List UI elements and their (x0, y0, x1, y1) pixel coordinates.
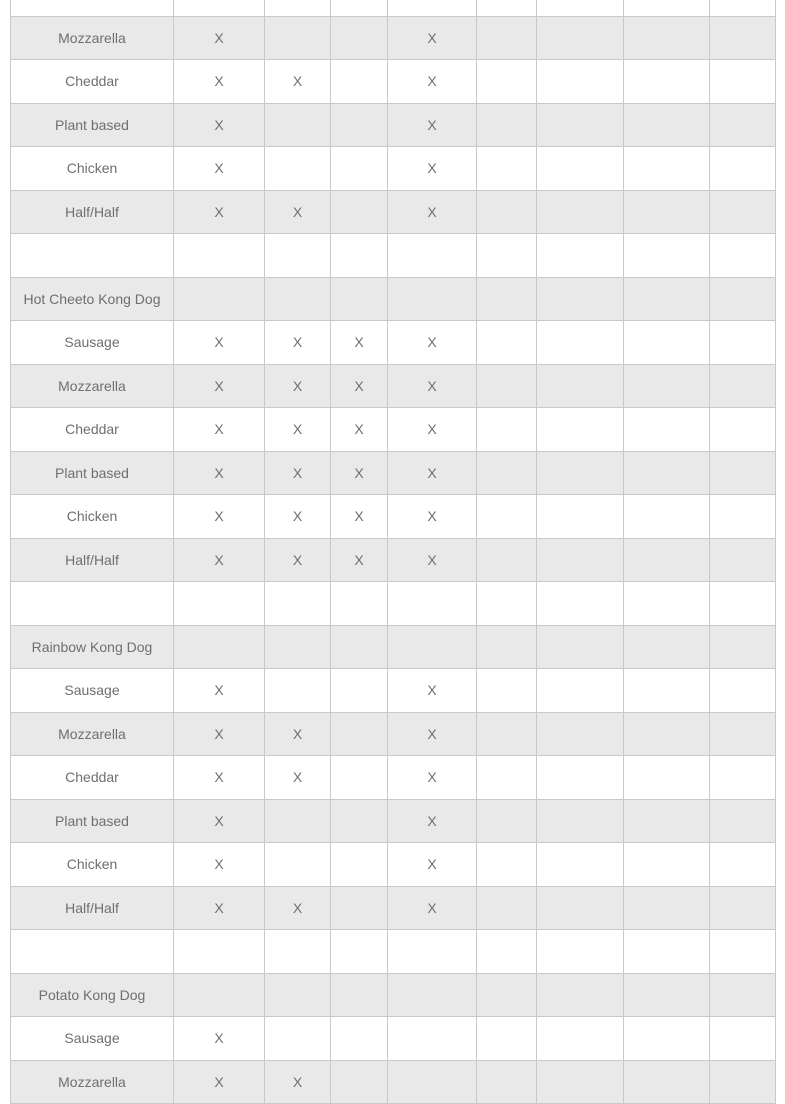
table-row (11, 669, 776, 713)
table-cell (537, 147, 624, 191)
table-cell: X (174, 843, 265, 887)
table-cell: X (265, 538, 331, 582)
table-cell (477, 973, 537, 1017)
table-cell: X (265, 1060, 331, 1104)
table-cell: X (174, 408, 265, 452)
table-row (11, 712, 776, 756)
table-cell: X (174, 495, 265, 539)
table-row (11, 364, 776, 408)
table-cell: X (174, 756, 265, 800)
table-cell: X (174, 103, 265, 147)
table-cell (537, 973, 624, 1017)
table-cell (624, 451, 710, 495)
table-row (11, 756, 776, 800)
table-cell: X (388, 364, 477, 408)
table-row (11, 495, 776, 539)
table-cell (624, 103, 710, 147)
table-row (11, 60, 776, 104)
row-label: Hot Cheeto Kong Dog (11, 277, 174, 321)
table-cell: X (174, 799, 265, 843)
table-cell (537, 451, 624, 495)
table-cell (174, 234, 265, 278)
table-cell: X (174, 147, 265, 191)
table-cell: X (174, 538, 265, 582)
table-cell: X (174, 886, 265, 930)
row-label: Mozzarella (11, 16, 174, 60)
table-cell: X (388, 16, 477, 60)
table-cell (265, 843, 331, 887)
table-cell (265, 582, 331, 626)
table-cell (265, 103, 331, 147)
table-row (11, 147, 776, 191)
table-cell (624, 582, 710, 626)
table-cell: X (388, 799, 477, 843)
row-label: Plant based (11, 451, 174, 495)
table-row (11, 1017, 776, 1061)
table-cell (331, 973, 388, 1017)
table-cell (710, 16, 776, 60)
table-cell (477, 930, 537, 974)
table-cell (537, 1017, 624, 1061)
table-cell (477, 16, 537, 60)
table-cell (710, 538, 776, 582)
table-cell (331, 843, 388, 887)
table-cell: X (388, 495, 477, 539)
table-cell (265, 234, 331, 278)
table-cell (537, 843, 624, 887)
table-cell (477, 321, 537, 365)
table-cell (477, 538, 537, 582)
table-cell (710, 973, 776, 1017)
table-cell (710, 234, 776, 278)
table-row (11, 234, 776, 278)
table-cell (331, 930, 388, 974)
table-cell: X (174, 712, 265, 756)
table-cell (710, 625, 776, 669)
table-cell (265, 930, 331, 974)
table-cell (331, 1017, 388, 1061)
table-cell (537, 712, 624, 756)
table-cell: X (265, 495, 331, 539)
table-cell: X (388, 712, 477, 756)
table-cell (710, 147, 776, 191)
table-row (11, 277, 776, 321)
table-cell (265, 277, 331, 321)
table-row (11, 843, 776, 887)
table-cell (331, 0, 388, 16)
table-row (11, 408, 776, 452)
table-row (11, 973, 776, 1017)
table-cell (624, 712, 710, 756)
table-cell (331, 1060, 388, 1104)
row-label: Plant based (11, 103, 174, 147)
table-cell (331, 277, 388, 321)
row-label: Rainbow Kong Dog (11, 625, 174, 669)
table-cell (710, 190, 776, 234)
table-cell (624, 60, 710, 104)
table-cell (624, 147, 710, 191)
table-cell (331, 103, 388, 147)
table-cell: X (174, 669, 265, 713)
table-row (11, 451, 776, 495)
table-cell (174, 582, 265, 626)
table-cell (388, 1017, 477, 1061)
table-cell (477, 625, 537, 669)
table-cell (710, 1017, 776, 1061)
table-cell (388, 582, 477, 626)
table-cell: X (331, 364, 388, 408)
table-cell (710, 886, 776, 930)
table-cell (710, 930, 776, 974)
table-cell (174, 930, 265, 974)
table-cell: X (265, 712, 331, 756)
table-cell (710, 408, 776, 452)
table-cell: X (388, 60, 477, 104)
table-cell (265, 625, 331, 669)
table-cell: X (265, 364, 331, 408)
table-cell: X (388, 886, 477, 930)
table-cell: X (388, 669, 477, 713)
table-cell (477, 277, 537, 321)
table-cell (537, 669, 624, 713)
table-cell (624, 190, 710, 234)
table-cell (710, 756, 776, 800)
table-cell: X (388, 190, 477, 234)
table-row (11, 321, 776, 365)
table-cell (624, 669, 710, 713)
table-cell: X (174, 60, 265, 104)
table-cell (477, 495, 537, 539)
table-cell (624, 930, 710, 974)
table-cell (265, 669, 331, 713)
table-row (11, 190, 776, 234)
table-cell (537, 1060, 624, 1104)
row-label: Chicken (11, 147, 174, 191)
table-cell (477, 103, 537, 147)
table-cell (624, 756, 710, 800)
row-label: Half/Half (11, 886, 174, 930)
table-cell (537, 495, 624, 539)
table-cell (388, 0, 477, 16)
table-cell (537, 190, 624, 234)
table-cell: X (331, 495, 388, 539)
table-cell (265, 147, 331, 191)
table-cell (537, 0, 624, 16)
table-cell (477, 408, 537, 452)
table-cell (477, 60, 537, 104)
table-cell (624, 799, 710, 843)
table-row (11, 799, 776, 843)
table-cell (477, 886, 537, 930)
table-cell (174, 973, 265, 1017)
table-cell (537, 930, 624, 974)
table-cell (388, 973, 477, 1017)
table-cell: X (265, 756, 331, 800)
table-cell (537, 799, 624, 843)
table-cell (331, 190, 388, 234)
table-cell (477, 843, 537, 887)
table-cell (537, 16, 624, 60)
row-label: Sausage (11, 669, 174, 713)
table-cell (710, 321, 776, 365)
table-cell (537, 538, 624, 582)
table-cell (624, 277, 710, 321)
table-cell: X (265, 408, 331, 452)
table-cell (174, 0, 265, 16)
table-cell (174, 625, 265, 669)
table-cell (477, 190, 537, 234)
table-cell: X (265, 321, 331, 365)
table-cell (265, 0, 331, 16)
table-cell (331, 756, 388, 800)
table-cell (331, 234, 388, 278)
table-cell (331, 582, 388, 626)
table-cell: X (388, 538, 477, 582)
table-cell (624, 364, 710, 408)
row-label: Plant based (11, 799, 174, 843)
table-cell: X (388, 321, 477, 365)
table-cell: X (388, 103, 477, 147)
row-label: Sausage (11, 321, 174, 365)
table-cell: X (174, 451, 265, 495)
table-row (11, 582, 776, 626)
row-label: Half/Half (11, 190, 174, 234)
table-row (11, 16, 776, 60)
table-cell (537, 364, 624, 408)
table-row (11, 1060, 776, 1104)
table-row (11, 103, 776, 147)
table-cell (537, 277, 624, 321)
table-cell (537, 756, 624, 800)
table-cell (477, 147, 537, 191)
table-cell: X (331, 408, 388, 452)
row-label: Cheddar (11, 408, 174, 452)
row-label (11, 234, 174, 278)
table-cell: X (265, 886, 331, 930)
table-cell: X (174, 190, 265, 234)
table-cell (477, 1060, 537, 1104)
table-cell (477, 582, 537, 626)
table-cell: X (388, 451, 477, 495)
table-cell (477, 799, 537, 843)
table-row (11, 886, 776, 930)
table-row (11, 0, 776, 16)
table-cell (710, 712, 776, 756)
row-label: Chicken (11, 843, 174, 887)
table-cell (624, 408, 710, 452)
table-cell: X (331, 538, 388, 582)
table-cell (388, 277, 477, 321)
table-cell (265, 973, 331, 1017)
table-cell: X (388, 147, 477, 191)
table-cell (537, 886, 624, 930)
table-cell (388, 625, 477, 669)
table-cell (710, 60, 776, 104)
table-cell (624, 0, 710, 16)
table-cell (710, 364, 776, 408)
table-cell (388, 930, 477, 974)
table-cell (710, 451, 776, 495)
table-cell (537, 582, 624, 626)
table-cell (331, 886, 388, 930)
table-cell (624, 538, 710, 582)
table-cell (265, 1017, 331, 1061)
table-cell (710, 1060, 776, 1104)
table-cell: X (174, 1017, 265, 1061)
table-cell (331, 16, 388, 60)
row-label: Half/Half (11, 538, 174, 582)
table-cell: X (265, 451, 331, 495)
table-cell: X (265, 60, 331, 104)
row-label: Cheddar (11, 756, 174, 800)
table-cell (331, 147, 388, 191)
table-cell (537, 625, 624, 669)
table-cell (624, 1060, 710, 1104)
table-cell: X (174, 364, 265, 408)
table-cell (624, 16, 710, 60)
row-label: Sausage (11, 1017, 174, 1061)
table-cell (624, 321, 710, 365)
table-cell (477, 451, 537, 495)
table-cell (624, 886, 710, 930)
table-cell (477, 669, 537, 713)
table-cell (477, 234, 537, 278)
table-cell (624, 234, 710, 278)
allergen-table (10, 0, 776, 1104)
row-label (11, 0, 174, 16)
table-cell: X (331, 451, 388, 495)
table-cell (174, 277, 265, 321)
table-cell: X (388, 756, 477, 800)
table-cell (710, 495, 776, 539)
row-label: Cheddar (11, 60, 174, 104)
row-label: Chicken (11, 495, 174, 539)
row-label (11, 930, 174, 974)
table-cell (477, 364, 537, 408)
table-cell (710, 843, 776, 887)
table-cell (710, 0, 776, 16)
table-cell (331, 669, 388, 713)
table-cell (477, 0, 537, 16)
table-cell (710, 277, 776, 321)
table-cell (710, 799, 776, 843)
table-cell (624, 1017, 710, 1061)
table-cell: X (331, 321, 388, 365)
table-cell (537, 60, 624, 104)
row-label: Mozzarella (11, 712, 174, 756)
table-cell (331, 60, 388, 104)
table-cell (388, 1060, 477, 1104)
row-label: Potato Kong Dog (11, 973, 174, 1017)
table-cell (388, 234, 477, 278)
table-cell (265, 799, 331, 843)
table-cell (331, 712, 388, 756)
row-label (11, 582, 174, 626)
table-cell (537, 234, 624, 278)
table-cell (265, 16, 331, 60)
table-cell (477, 1017, 537, 1061)
table-body (11, 0, 776, 1104)
table-cell: X (174, 321, 265, 365)
table-cell: X (174, 16, 265, 60)
table-cell: X (388, 408, 477, 452)
table-cell (537, 408, 624, 452)
table-cell: X (174, 1060, 265, 1104)
table-cell (331, 625, 388, 669)
table-cell (624, 973, 710, 1017)
table-cell (710, 582, 776, 626)
table-row (11, 930, 776, 974)
table-cell (624, 843, 710, 887)
table-cell (537, 103, 624, 147)
table-cell (710, 103, 776, 147)
table-cell: X (265, 190, 331, 234)
row-label: Mozzarella (11, 364, 174, 408)
table-cell (624, 625, 710, 669)
table-cell: X (388, 843, 477, 887)
table-row (11, 625, 776, 669)
table-row (11, 538, 776, 582)
table-cell (710, 669, 776, 713)
table-cell (331, 799, 388, 843)
table-cell (624, 495, 710, 539)
table-cell (477, 756, 537, 800)
table-cell (477, 712, 537, 756)
table-cell (537, 321, 624, 365)
row-label: Mozzarella (11, 1060, 174, 1104)
